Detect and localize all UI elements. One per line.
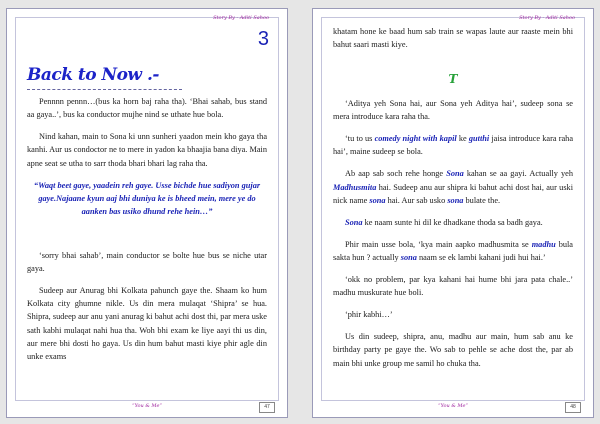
- right-page: [312, 8, 594, 418]
- paragraph: ‘phir kabhi…’: [345, 310, 393, 320]
- text-span: bulate the.: [463, 195, 501, 205]
- text-span: jaisa introduce kara raha hai’, maine sudeep se bola.: [333, 134, 573, 157]
- right-body-text: [333, 97, 573, 379]
- emphasis: gutthi: [468, 134, 490, 144]
- paragraph: ‘sorry bhai sahab’, main conductor se bolte hue bus se niche utar gaya.: [27, 250, 267, 273]
- emphasis: sona: [369, 195, 386, 205]
- quote: “Waqt beet gaye, yaadein reh gaye. Usse bichde hue sadiyon gujar gaye.Najaane kyun aaj bhi duniya ke is bheed mein, mere ye do aanken bas usiko dhund rehe hein…”: [33, 180, 261, 217]
- text-span: Ab aap sab soch rehe honge: [345, 169, 447, 179]
- paragraph: [333, 238, 573, 265]
- page-header: Story By - Aditi Sahoo: [213, 15, 269, 21]
- left-body-text: [27, 95, 267, 372]
- title-underline: [27, 89, 182, 90]
- text-span: hai. Aur sab usko: [385, 195, 448, 205]
- section-letter: T: [448, 72, 458, 86]
- emphasis: Sona: [446, 169, 464, 179]
- text-span: naam se ek lambi kahani judi hui hai.’: [416, 253, 546, 263]
- emphasis: Madhusmita: [333, 182, 377, 192]
- page-number: 48: [565, 402, 581, 413]
- paragraph: [333, 132, 573, 159]
- emphasis: sona: [400, 253, 417, 263]
- paragraph: Us din sudeep, shipra, anu, madhu aur main, hum sab anu ke birthday party pe gaye the. Wo sab to pehle se ache dost the, par ab main bhi unke group me samil ho chuka tha.: [333, 332, 573, 368]
- paragraph: Pennnn pennn…(bus ka horn baj raha tha). ‘Bhai sahab, bus stand aa gaya..’, bus ka conductor mujhe nind se uthate hue bola.: [27, 97, 267, 120]
- paragraph: ‘okk no problem, par kya kahani hai hume bhi jara pata chale..’ madhu muskurate hue boli.: [333, 274, 573, 298]
- paragraph: [333, 216, 573, 229]
- page-footer: “You & Me”: [437, 403, 469, 409]
- left-page: [6, 8, 288, 418]
- paragraph: [333, 167, 573, 207]
- text-span: ke naam sunte hi dil ke dhadkane thoda sa badh gaya.: [362, 217, 543, 227]
- emphasis: comedy night with kapil: [374, 134, 457, 144]
- paragraph: Nind kahan, main to Sona ki unn sunheri yaadon mein kho gaya tha kanhi. Aur us condoctor ne to mere in yadon ka bhaajia bana diya. Main apne seat se utha to sarr thoda bhari bhari lag raha tha.: [27, 132, 267, 168]
- text-span: hai. Sudeep anu aur shipra ki bahut achi dost hai, aur uski nick name: [333, 182, 573, 205]
- paragraph: khatam hone ke baad hum sab train se wapas laute aur raaste mein bhi bahut saari masti kiye.: [333, 27, 573, 50]
- page-number: 47: [259, 402, 275, 413]
- right-intro-text: [333, 25, 573, 60]
- paragraph: Sudeep aur Anurag bhi Kolkata pahunch gaye the. Shaam ko hum Kolkata city ghumne nikle. Us din mera mulaqat ‘Shipra’ se hua. Shipra, sudeep aur anu yani anurag ki bahut achi dost thi, par mera uske sath kabhi mulaqat nahi hua tha. Woh bhi exam ke liye aayi thi us din, aur mere bhi dosti ho gaya. Us din hum bahut masti kiye phir agle din unke exams: [27, 285, 267, 362]
- emphasis: madhu: [531, 239, 556, 249]
- chapter-title: Back to Now .-: [27, 65, 159, 85]
- text-span: kahan se aa gayi. Actually yeh: [463, 169, 573, 179]
- chapter-number: 3: [257, 28, 269, 50]
- text-span: ke: [456, 134, 469, 144]
- text-span: ‘tu to us: [345, 134, 375, 144]
- text-span: Phir main usse bola, ‘kya main aapko madhusmita se: [345, 239, 532, 249]
- paragraph: ‘Aditya yeh Sona hai, aur Sona yeh Aditya hai’, sudeep sona se mera introduce kara raha tha.: [333, 99, 573, 122]
- page-header: Story By - Aditi Sahoo: [519, 15, 575, 21]
- emphasis: sona: [447, 195, 464, 205]
- page-footer: “You & Me”: [131, 403, 163, 409]
- text-span: bula sakta hun ? actually: [333, 239, 573, 263]
- emphasis: Sona: [345, 217, 363, 227]
